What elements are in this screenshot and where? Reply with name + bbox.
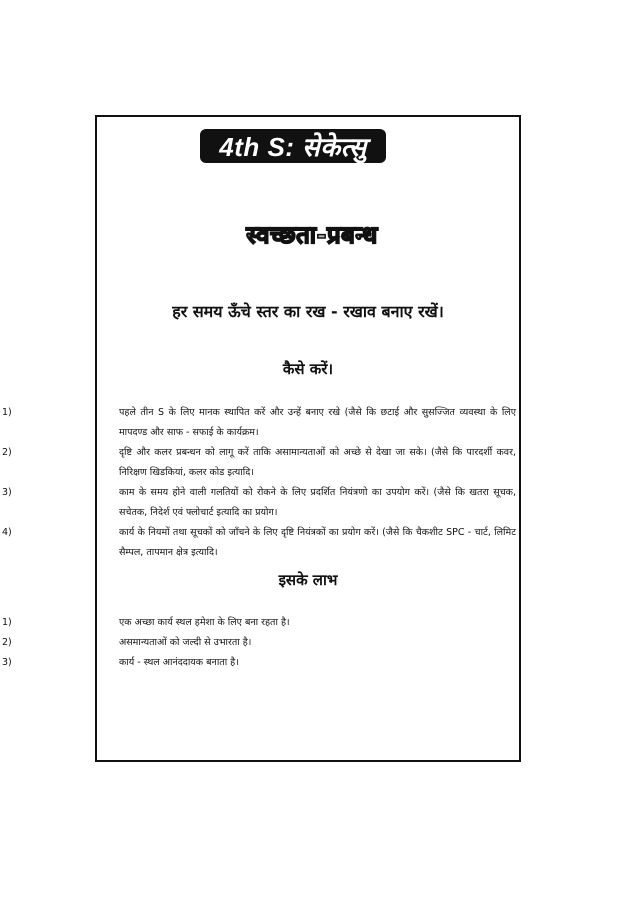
list-item: [2, 653, 519, 673]
item-number: 1): [2, 407, 12, 418]
list-item: [2, 523, 519, 563]
list-item: [2, 403, 519, 443]
how-title: कैसे करें।: [282, 360, 334, 378]
content-frame: [2, 115, 521, 762]
heading-banner: [227, 218, 397, 250]
item-text: असमान्यताओं को जल्दी से उभारता है।: [119, 637, 252, 648]
item-number: 1): [2, 617, 12, 628]
item-text: पहले तीन S के लिए मानक स्थापित करें और उन्हें बनाए रखे (जैसे कि छटाई और सुसज्जित व्यवस्था के लिए मापदण्ड और साफ - सफाई के कार्यक्रम।: [119, 407, 516, 438]
list-item: [2, 633, 519, 653]
item-text: एक अच्छा कार्य स्थल हमेशा के लिए बना रहता है।: [119, 617, 290, 628]
title-badge: 4th S: सेकेत्सु: [200, 129, 386, 163]
benefits-list: [2, 613, 519, 673]
item-number: 4): [2, 527, 12, 538]
item-number: 2): [2, 637, 12, 648]
item-number: 3): [2, 657, 12, 668]
benefits-title: इसके लाभ: [278, 571, 338, 589]
item-text: काम के समय होने वाली गलतियों को रोकने के लिए प्रदर्शित नियंत्रणो का उपयोग करें। (जैसे कि खतरा सूचक, सचेतक, निदेर्श एवं फ्लोचार्ट इत्यादि का प्रयोग।: [119, 487, 516, 518]
heading-title: स्वच्छता-प्रबन्ध: [246, 220, 378, 249]
item-number: 2): [2, 447, 12, 458]
how-list: [2, 403, 519, 563]
item-text: कार्य के नियमों तथा सूचकों को जाँचने के लिए दृष्टि नियंत्रकों का प्रयोग करें। (जैसे कि चैकशीट SPC - चार्ट, लिमिट सैम्पल, तापमान क्षेत्र इत्यादि।: [119, 527, 516, 558]
tagline: हर समय ऊँचे स्तर का रख - रखाव बनाए रखें।: [172, 302, 444, 321]
item-number: 3): [2, 487, 12, 498]
list-item: [2, 443, 519, 483]
list-item: [2, 483, 519, 523]
item-text: दृष्टि और कलर प्रबन्धन को लागू करें ताकि असामान्यताओं को अच्छे से देखा जा सके। (जैसे कि पारदर्शी कवर, निरिक्षण खिडकियां, कलर कोड इत्यादि।: [119, 447, 516, 478]
item-text: कार्य - स्थल आनंददायक बनाता है।: [119, 657, 239, 668]
list-item: [2, 613, 519, 633]
